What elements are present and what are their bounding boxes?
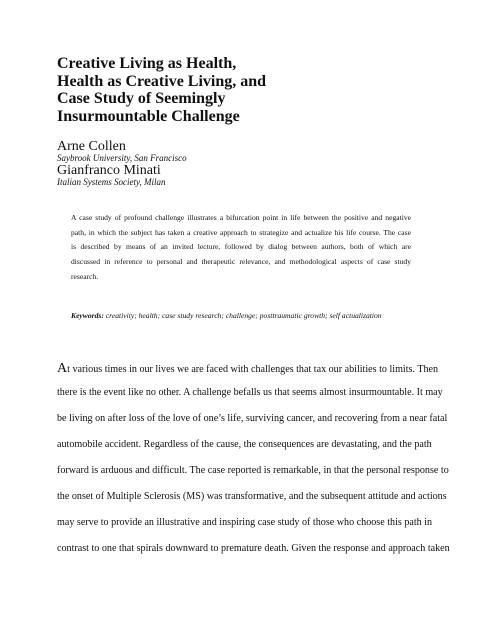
title-line: Insurmountable Challenge [57,107,240,125]
keywords-label: Keywords: [71,311,104,320]
author-name: Gianfranco Minati [57,163,161,178]
author-affiliation: Italian Systems Society, Milan [57,177,166,187]
body-line: forward is arduous and difficult. The case reported is remarkable, in that the personal response to [57,465,449,476]
body-line: there is the event like no other. A challenge befalls us that seems almost insurmountable. It may [57,387,443,398]
title-line: Creative Living as Health, [57,55,237,72]
author-name: Arne Collen [57,139,126,154]
abstract [71,211,411,285]
body-line: may serve to provide an illustrative and inspiring case study of those who choose this path in [57,517,433,528]
author-affiliation: Saybrook University, San Francisco [57,153,187,163]
paper-title [57,55,357,125]
keywords-text: creativity; health; case study research; challenge; posttraumatic growth; self actualization [103,311,382,320]
keywords [71,311,382,320]
body-line: automobile accident. Regardless of the cause, the consequences are devastating, and the path [57,439,432,450]
abstract-line: path, in which the subject has taken a creative approach to strategize and actualize his life course. The case [71,227,411,237]
body-line: the onset of Multiple Sclerosis (MS) was transformative, and the subsequent attitude and actions [57,491,447,502]
title-line: Case Study of Seemingly [57,90,226,107]
body-line [57,361,439,377]
body-first-line: t various times in our lives we are faced with challenges that tax our abilities to limits. Then [67,364,439,375]
body-line: contrast to one that spirals downward to premature death. Given the response and approach taken [57,543,450,554]
abstract-line: is described by means of an invited lecture, followed by dialog between authors, both of which are [71,242,411,252]
body-line: be living on after loss of the love of one’s life, surviving cancer, and recovering from a near fatal [57,413,448,424]
abstract-line: research. [71,271,99,281]
abstract-line: A case study of profound challenge illustrates a bifurcation point in life between the positive and negative [71,213,411,222]
abstract-line: discussed in reference to personal and therapeutic relevance, and methodological aspects of case study [71,257,411,267]
title-line: Health as Creative Living, and [57,72,267,90]
drop-cap: A [57,361,68,376]
